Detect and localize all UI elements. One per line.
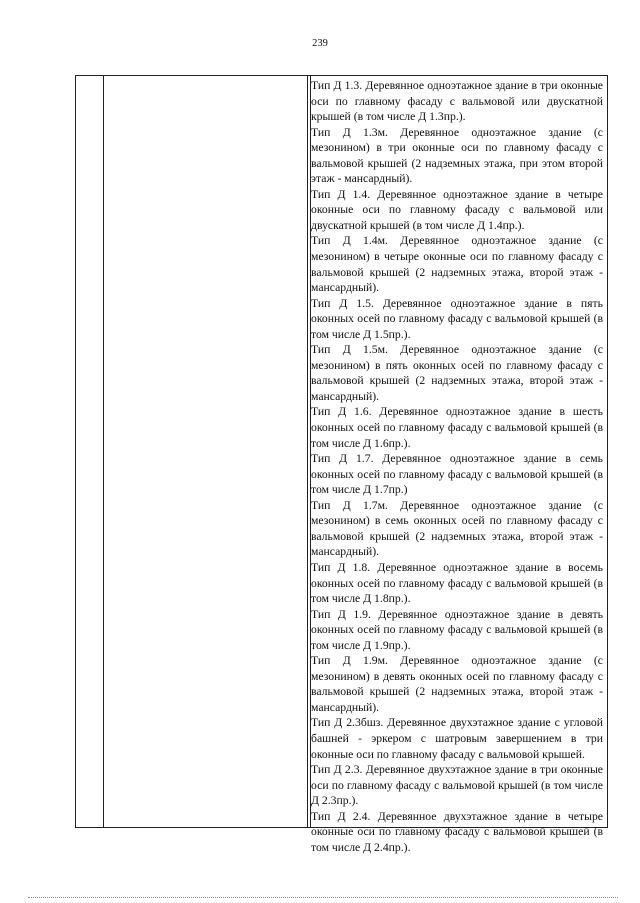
table-column-divider (103, 76, 104, 827)
type-entry-d1-3m: Тип Д 1.3м. Деревянное одноэтажное здание (с мезонином) в три оконные оси по главному фасаду с вальмовой крышей (2 надземных этажа, при этом второй этаж - мансардный). (311, 125, 603, 186)
scan-edge-line (28, 897, 618, 898)
type-entry-d1-3: Тип Д 1.3. Деревянное одноэтажное здание в три оконные оси по главному фасаду с вальмовой или двускатной крышей (в том числе Д 1.3пр.). (311, 79, 603, 124)
type-entry-d1-7: Тип Д 1.7. Деревянное одноэтажное здание в семь оконных осей по главному фасаду с вальмовой крышей (в том числе Д 1.7пр.) (311, 452, 603, 497)
type-entry-d1-5m: Тип Д 1.5м. Деревянное одноэтажное здание (с мезонином) в пять оконных осей по главному фасаду с вальмовой крышей (2 надземных этажа, второй этаж - мансардный). (311, 343, 603, 403)
type-entry-d1-6: Тип Д 1.6. Деревянное одноэтажное здание в шесть оконных осей по главному фасаду с вальмовой крышей (в том числе Д 1.6пр.). (311, 405, 603, 450)
type-entry-d1-8: Тип Д 1.8. Деревянное одноэтажное здание в восемь оконных осей по главному фасаду с вальмовой крышей (в том числе Д 1.8пр.). (311, 560, 603, 606)
document-table (75, 75, 608, 854)
building-type-descriptions (311, 78, 603, 855)
type-entry-d2-3: Тип Д 2.3. Деревянное двухэтажное здание в три оконные оси по главному фасаду с вальмовой крышей (в том числе Д 2.3пр.). (311, 763, 603, 808)
type-entry-d2-4: Тип Д 2.4. Деревянное двухэтажное здание в четыре оконные оси по главному фасаду с вальмовой крышей (в том числе Д 2.4пр.). (311, 809, 603, 854)
type-entry-d1-5: Тип Д 1.5. Деревянное одноэтажное здание в пять оконных осей по главному фасаду с вальмовой крышей (в том числе Д 1.5пр.). (311, 296, 603, 341)
table-column-divider (307, 76, 308, 827)
type-entry-d1-4: Тип Д 1.4. Деревянное одноэтажное здание в четыре оконные оси по главному фасаду с вальмовой или двускатной крышей (в том числе Д 1.4пр.). (311, 187, 603, 232)
type-entry-d1-9: Тип Д 1.9. Деревянное одноэтажное здание в девять оконных осей по главному фасаду с вальмовой крышей (в том числе Д 1.9пр.). (311, 607, 603, 652)
type-entry-d1-4m: Тип Д 1.4м. Деревянное одноэтажное здание (с мезонином) в четыре оконные оси по главному фасаду с вальмовой крышей (2 надземных этажа, второй этаж - мансардный). (311, 234, 603, 295)
type-entry-d1-7m: Тип Д 1.7м. Деревянное одноэтажное здание (с мезонином) в семь оконных осей по главному фасаду с вальмовой крышей (2 надземных этажа, второй этаж - мансардный). (311, 498, 603, 559)
page-number: 239 (312, 38, 328, 49)
type-entry-d1-9m: Тип Д 1.9м. Деревянное одноэтажное здание (с мезонином) в девять оконных осей по главному фасаду с вальмовой крышей (2 надземных этажа, второй этаж - мансардный). (311, 654, 603, 714)
type-entry-d2-3bshz: Тип Д 2.3бшз. Деревянное двухэтажное здание с угловой башней - эркером с шатровым завершением в три оконные оси по главному фасаду с вальмовой крышей. (311, 716, 603, 761)
